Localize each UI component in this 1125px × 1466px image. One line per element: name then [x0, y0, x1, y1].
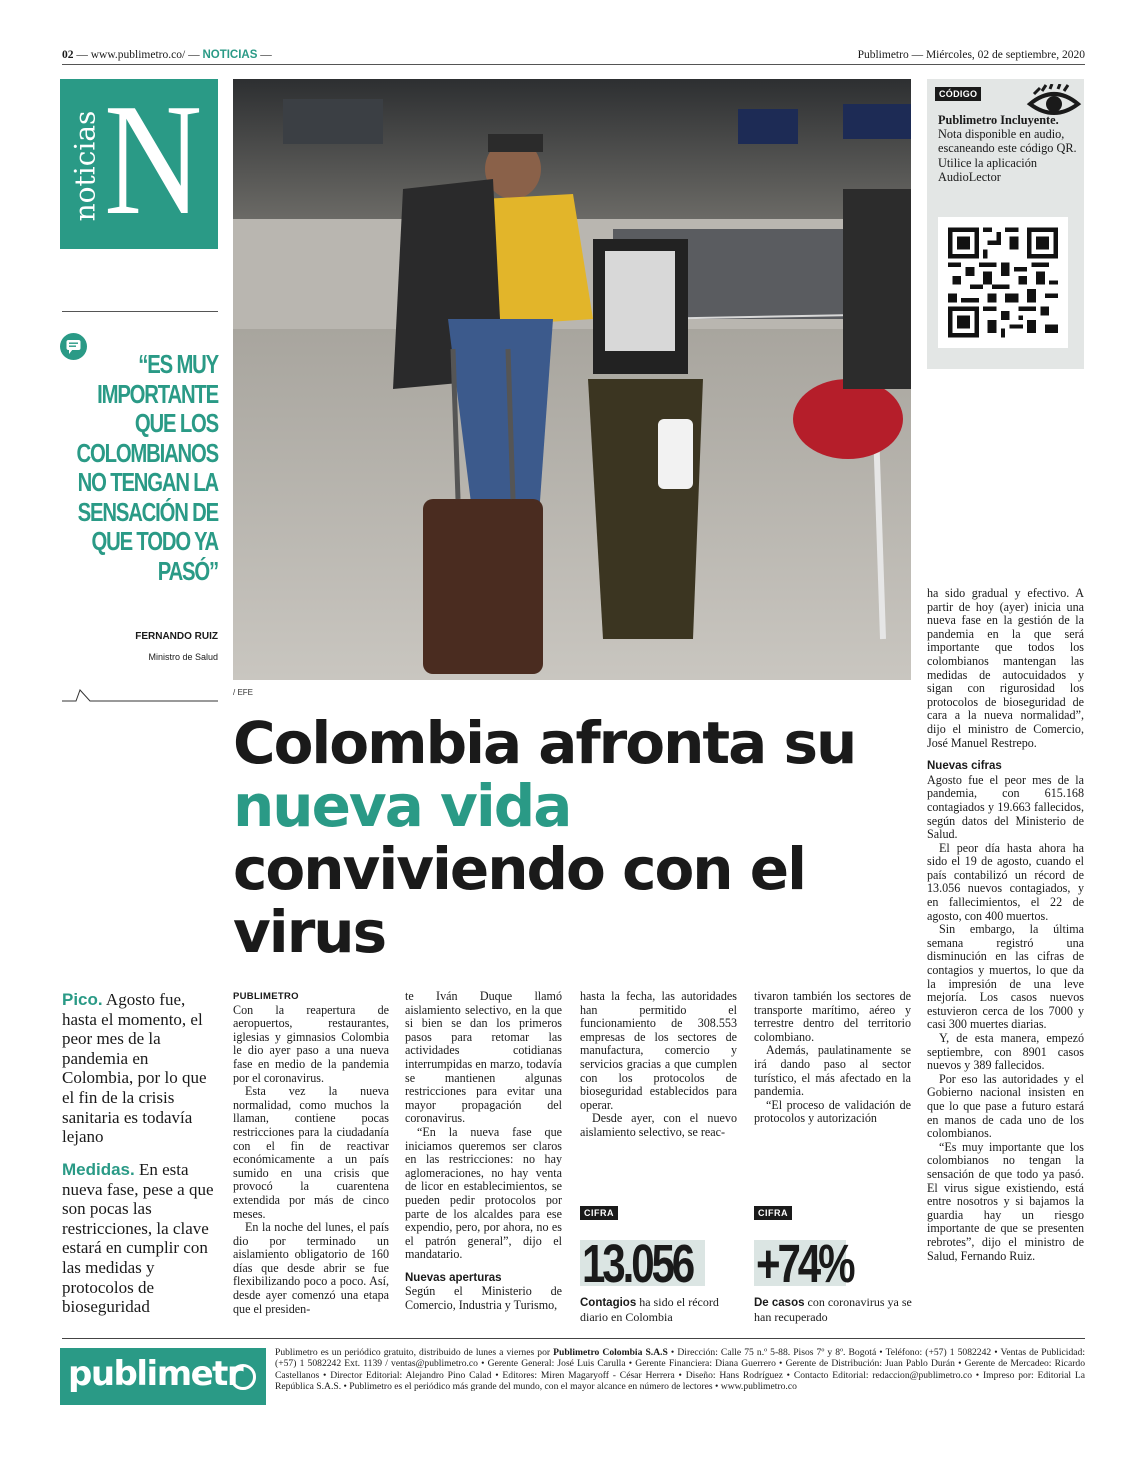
article-column-2: te Iván Duque llamó aislamiento selectivo, en la que si bien se dan los primeros pasos para retomar las actividades cotidianas interrumpidas en marzo, todavía se mantienen algunas restricciones para evitar una mayor propagación del coronavirus. “En la nueva fase que iniciamos queremos ser claros en las restricciones: no hay aglomeraciones, no hay venta de licor en establecimientos, se pueden pedir protocolos por parte de los alcaldes para ese expendio, pero, por ahora, no es el patrón general”, dijo el mandatario. Nuevas aperturas Según el Ministerio de Comercio, Industria y Turismo,: [405, 989, 562, 1313]
subheading: Nuevas cifras: [927, 760, 1002, 773]
globe-icon: [230, 1364, 256, 1390]
article-column-1: PUBLIMETRO Con la reapertura de aeropuertos, restaurantes, iglesias y gimnasios Colombia le dio ayer paso a una nueva fase en medio de la pandemia por el coronavirus. Esta vez la nueva normalidad, como muchos la llaman, contiene pocas restricciones para la ciudadanía con el fin de reactivar económicamente a un país sumido en una crisis que provocó la cuarentena extendida por más de cinco meses. En la noche del lunes, el país dio por terminado un aislamiento obligatorio de 160 días que desde abrir se fue flexibilizando poco a poco. Así, desde ayer comenzó una etapa que el presiden-: [233, 991, 389, 1316]
figure-value: +74%: [756, 1234, 853, 1294]
pull-quote: “ES MUY IMPORTANTE QUE LOS COLOMBIANOS NO TENGAN LA SENSACIÓN DE QUE TODO YA PASÓ”: [76, 349, 218, 586]
qr-code[interactable]: [938, 217, 1068, 348]
code-description: [938, 113, 1078, 184]
sidebar-medidas: Medidas. En esta nueva fase, pese a que son pocas las restricciones, la clave estará en cumplir con las medidas y protocolos de bioseguridad: [62, 1160, 214, 1317]
article-column-3: hasta la fecha, las autoridades han permitido el funcionamiento de 308.553 empresas de los sectores de manufactura, comercio y servicios gracias a que cumplen con los protocolos de bioseguridad establecidos para operar. Desde ayer, con el nuevo aislamiento selectivo, se reac-: [580, 989, 737, 1139]
publimetro-logo[interactable]: publimetr: [60, 1348, 266, 1405]
colophon: Publimetro es un periódico gratuito, distribuido de lunes a viernes por Publimetro Colombia S.A.S • Dirección: Calle 75 n.º 5-88. Pisos 7º y 8º. Bogotá • Teléfono: (+57) 1 5082242 • Ventas de Publicidad: (+57) 1 5082242 Ext. 1139 / ventas@publimetro.co • Gerente General: José Luis Carulla • Gerente Financiera: Diana Guerrero • Gerente de Distribución: Juan Pablo Durán • Gerente de Mercadeo: Ricardo Castellanos • Director Editorial: Alejandro Pino Calad • Editores: Miren Magaryoff - César Herrera • Diseño: Hans Rodríguez • Contacto Editorial: redaccion@publimetro.co • Impreso por: Editorial La República S.A.S. • Publimetro es el periódico más grande del mundo, con el mayor alcance en número de lectores • www.publimetro.co: [275, 1347, 1085, 1392]
publication-date: Publimetro — Miércoles, 02 de septiembre, 2020: [857, 49, 1085, 61]
photo-credit: / EFE: [233, 688, 254, 697]
header-left: 02 — www.publimetro.co/ — NOTICIAS —: [62, 49, 272, 61]
figure-caption: Contagios ha sido el récord diario en Colombia: [580, 1295, 719, 1324]
section-name: NOTICIAS: [202, 49, 258, 61]
page-number: 02: [62, 49, 74, 61]
figure-value: 13.056: [582, 1234, 693, 1294]
quote-author-role: Ministro de Salud: [148, 652, 218, 662]
figure-caption: De casos con coronavirus ya se han recuperado: [754, 1295, 912, 1324]
header-url[interactable]: www.publimetro.co/: [90, 49, 186, 61]
figure-tag: CIFRA: [580, 1206, 618, 1220]
code-body: Nota disponible en audio, escaneando este código QR. Utilice la aplicación AudioLector: [938, 127, 1077, 184]
article-column-4: tivaron también los sectores de transporte marítimo, aéreo y terrestre dentro del territorio colombiano. Además, paulatinamente se irá dando paso al sector turístico, el más afectado en la pandemia. “El proceso de validación de protocolos y autorización: [754, 989, 911, 1126]
headline-highlight: nueva vida: [233, 772, 571, 840]
footer-divider: [62, 1338, 1085, 1339]
code-tag: CÓDIGO: [935, 87, 981, 101]
sidebar-divider: [62, 311, 218, 312]
section-vertical-label: noticias: [68, 110, 102, 221]
article-photo: [233, 79, 911, 680]
byline: PUBLIMETRO: [233, 991, 299, 1002]
sidebar-pico: Pico. Agosto fue, hasta el momento, el peor mes de la pandemia en Colombia, por lo que el fin de la crisis sanitaria es todavía lejano: [62, 990, 207, 1147]
code-title: Publimetro Incluyente.: [938, 113, 1059, 127]
article-column-5: ha sido gradual y efectivo. A partir de hoy (ayer) inicia una nueva fase en la gestión de la pandemia en la que será importante que todos los colombianos mantengan las medidas de autocuidados y sigan con rigurosidad los protocolos de bioseguridad de cara a la nueva normalidad”, dijo el ministro de Comercio, José Manuel Restrepo. Nuevas cifras Agosto fue el peor mes de la pandemia, con 615.168 contagiados y 19.663 fallecidos, según datos del Ministerio de Salud. El peor día hasta ahora ha sido el 19 de agosto, cuando el país contabilizó un récord de 13.056 nuevos contagiados, y en fallecimientos, el 22 de agosto, con 400 muertos. Sin embargo, la última semana registró una disminución en las cifras de contagios y muertos, lo que da la impresión de una leve mejoría. Los casos nuevos estuvieron cerca de los 7000 y casi 300 muertes diarias. Y, de esta manera, empezó septiembre, con 8901 casos nuevos y 389 fallecidos. Por eso las autoridades y el Gobierno nacional insisten en que lo que pase a futuro estará en manos de cada uno de los colombianos. “Es muy importante que los colombianos no tengan la sensación de que todo ya pasó. El virus sigue existiendo, está entre nosotros y si bajamos la guardia hay un riesgo importante de que se presenten rebrotes”, dijo el ministro de Salud, Fernando Ruiz.: [927, 586, 1084, 1263]
subheading: Nuevas aperturas: [405, 1271, 502, 1284]
quote-author: FERNANDO RUIZ: [135, 631, 218, 642]
sidebar-end-divider: [62, 688, 218, 702]
section-letter: N: [104, 70, 203, 248]
header-divider: [62, 64, 1085, 65]
figure-tag: CIFRA: [754, 1206, 792, 1220]
headline: Colombia afronta su nueva vida conviviendo con el virus: [233, 709, 856, 966]
